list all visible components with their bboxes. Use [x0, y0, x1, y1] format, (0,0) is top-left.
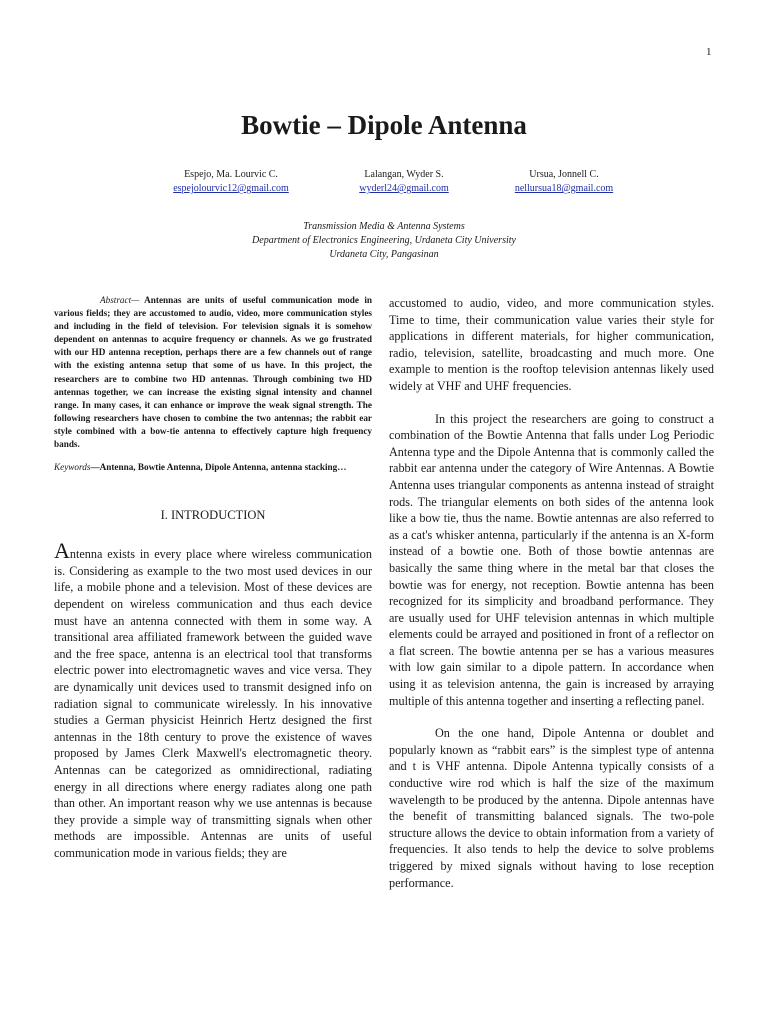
author-email-link[interactable]: espejolourvic12@gmail.com: [173, 183, 289, 194]
introduction-paragraph: [54, 538, 372, 861]
abstract-label: Abstract—: [100, 295, 140, 305]
paragraph-dipole: On the one hand, Dipole Antenna or doublet and popularly known as “rabbit ears” is the simplest type of antenna and t is VHF antenna. Dipole Antenna typically consists of a conductive wire rod which is half the size of the maximum wavelength to be produced by the antenna. Dipole antennas have the benefit of transmitting balanced signals. The two-pole structure allows the device to obtain information from a variety of frequencies. It also tends to help the device to solve problems triggered by mixed signals without having to lose reception performance.: [389, 726, 714, 890]
section-heading-introduction: I. INTRODUCTION: [160, 508, 266, 523]
abstract-text: Antennas are units of useful communication mode in various fields; they are accustomed to audio, video, more communication styles and including in the field of television. For television signals it is somehow dependent on antennas to acquire frequency or channels. As we go frustrated with our HD antenna reception, perhaps there are a few channels out of range with the existing antenna setup that some of us have. In this project, the researchers are to combine two HD antennas. Through combining two HD antennas together, we can increase the existing signal intensity and channel range. In many cases, it can enhance or improve the weak signal strength. The following researchers have chosen to combine the two antennas; the rabbit ear style combined with a bow-tie antenna to effectively capture high frequency bands.: [54, 295, 372, 450]
abstract: [54, 294, 372, 451]
left-column: [54, 294, 372, 862]
affiliation-department: Department of Electronics Engineering, Urdaneta City University: [252, 235, 516, 246]
affiliation-course: Transmission Media & Antenna Systems: [303, 221, 465, 232]
introduction-text: ntenna exists in every place where wireless communication is. Considering as example to the two most used devices in our life, a mobile phone and a television. Most of these devices are dependent on wireless communication and thus each device must have an antenna connected with them in some way. A transitional area affiliated framework between the guided wave and the free space, antenna is an electrical tool that transforms electric power into electromagnetic waves and vice versa. They are dynamically unit devices used to transmit designed info on radiation signal to communicate wirelessly. In his innovative studies a German physicist Heinrich Hertz designed the first antennas in the 18th century to prove the existence of waves proposed by James Clerk Maxwell's electromagnetic theory. Antennas can be categorized as omnidirectional, radiating energy in all directions where energy radiates along one path than other. An important reason why we use antennas is because they provide a simple way of transmitting signals when other methods are impossible. Antennas are units of useful communication mode in various fields; they are: [54, 547, 372, 860]
author-name: Lalangan, Wyder S.: [364, 169, 444, 180]
paper-title: Bowtie – Dipole Antenna: [241, 110, 527, 140]
author-name: Ursua, Jonnell C.: [529, 169, 599, 180]
keywords-text: —Antenna, Bowtie Antenna, Dipole Antenna, antenna stacking…: [90, 462, 347, 473]
keywords-label: Keywords: [54, 462, 91, 473]
author-email-link[interactable]: nellursua18@gmail.com: [514, 183, 614, 194]
paragraph-continuation: accustomed to audio, video, and more communication styles. Time to time, their communication value varies their style for applications in different materials, for higher communication, radio, television, satellite, broadcasting and much more. One example to mention is the rooftop television antennas likely used widely at VHF and UHF frequencies.: [389, 296, 714, 393]
author-email-link[interactable]: wyderl24@gmail.com: [359, 183, 449, 194]
author-3: [464, 168, 664, 196]
drop-cap-letter: A: [54, 538, 70, 564]
affiliation-location: Urdaneta City, Pangasinan: [329, 249, 439, 260]
right-column: [389, 295, 714, 907]
author-name: Espejo, Ma. Lourvic C.: [184, 169, 278, 180]
paragraph-bowtie: In this project the researchers are going to construct a combination of the Bowtie Antenna that falls under Log Periodic Antenna type and the Dipole Antenna that is commonly called the rabbit ear antenna under the category of Wire Antennas. A Bowtie Antenna uses triangular components as antenna instead of straight rods. The triangular elements on both sides of the antenna look like a bow tie, thus the name. Bowtie antennas are also referred to as a cat's whisker antenna, particularly if the antenna is an X-form instead of a bowtie one. Both of those bowtie antennas are basically the same thing where in the metal bar that closes the bowtie was for energy, not reception. Bowtie antenna has been recognized for its simplicity and broadband performance. They are usually used for UHF television antennas in which multiple elements could be arrayed and positioned in front of a reflector on a flat screen. The bowtie antenna per se has a various measures with low gain similar to a dipole pattern. In accordance when using it as television antenna, the gain is increased by arraying multiple of this antenna together and inserting a reflecting panel.: [389, 411, 714, 708]
author-1: [131, 168, 331, 196]
affiliation: [0, 220, 768, 262]
page-number: 1: [706, 46, 712, 58]
keywords: [54, 461, 372, 474]
